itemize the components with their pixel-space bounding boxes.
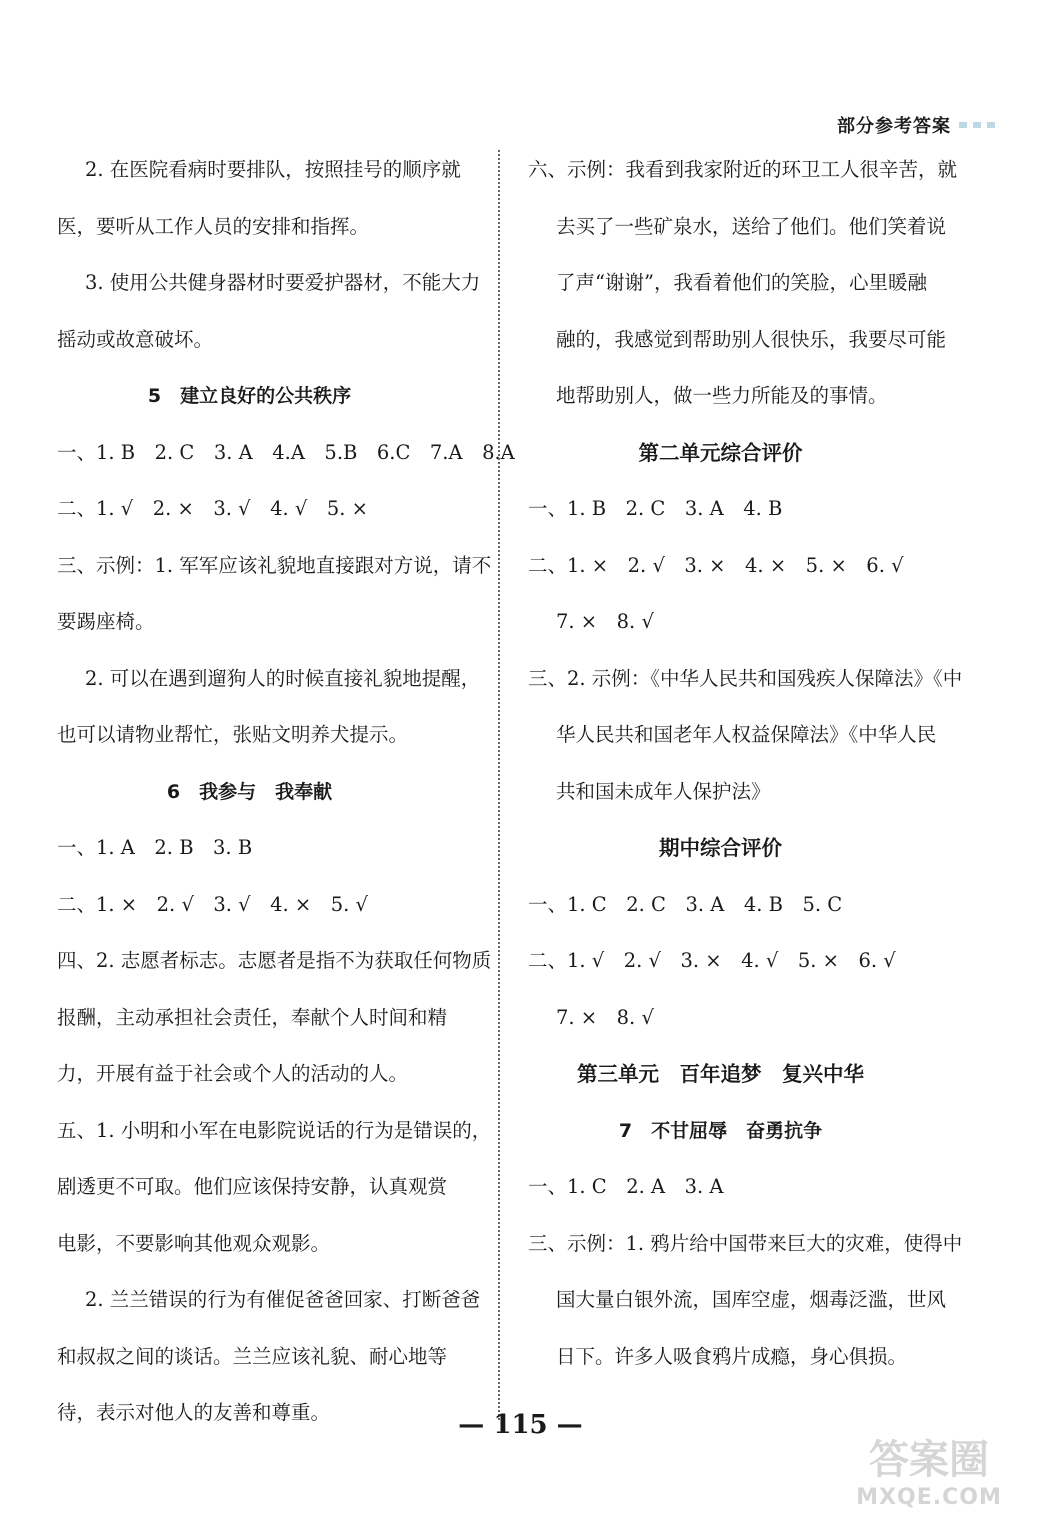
answer-line: 7. × 8. √	[556, 1005, 654, 1029]
watermark-top-text: 答案圈	[869, 1436, 989, 1483]
answer-line: 三、2. 示例：《中华人民共和国残疾人保障法》《中	[528, 666, 963, 690]
column-divider	[498, 150, 500, 1420]
answer-line: 一、1. B 2. C 3. A 4. B	[528, 497, 783, 520]
answer-line: 7. × 8. √	[556, 610, 654, 633]
answer-line: 剧透更不可取。他们应该保持安静，认真观赏	[57, 1175, 448, 1198]
answer-line: 三、示例：1. 鸦片给中国带来巨大的灾难，使得中	[528, 1231, 963, 1255]
answer-line: 一、1. B 2. C 3. A 4.A 5.B 6.C 7.A 8.A	[57, 440, 515, 464]
answer-line: 了声“谢谢”，我看着他们的笑脸，心里暖融	[556, 271, 927, 294]
answer-line: 华人民共和国老年人权益保障法》《中华人民	[556, 723, 937, 746]
answer-line: 2. 在医院看病时要排队，按照挂号的顺序就	[85, 158, 461, 181]
answer-line: 待，表示对他人的友善和尊重。	[57, 1401, 331, 1424]
section-heading: 5 建立良好的公共秩序	[147, 385, 352, 407]
answer-line: 国大量白银外流，国库空虚，烟毒泛滥，世风	[556, 1288, 947, 1311]
left-column	[57, 142, 515, 1442]
answer-line: 融的，我感觉到帮助别人很快乐，我要尽可能	[556, 327, 947, 351]
answer-line: 2. 兰兰错误的行为有催促爸爸回家、打断爸爸	[85, 1288, 481, 1311]
header-title: 部分参考答案	[837, 116, 951, 137]
answer-line: 日下。许多人吸食鸦片成瘾，身心俱损。	[556, 1344, 908, 1368]
answer-line: 要踢座椅。	[57, 610, 155, 633]
answer-line: 四、2. 志愿者标志。志愿者是指不为获取任何物质	[57, 949, 492, 972]
answer-line: 2. 可以在遇到遛狗人的时候直接礼貌地提醒，	[85, 666, 481, 690]
right-column	[528, 142, 963, 1385]
section-heading: 第三单元 百年追梦 复兴中华	[577, 1062, 864, 1086]
answer-line: 三、示例：1. 军军应该礼貌地直接跟对方说，请不	[57, 553, 492, 577]
answer-line: 医，要听从工作人员的安排和指挥。	[57, 214, 370, 238]
answer-line: 摇动或故意破坏。	[57, 327, 214, 351]
answer-line: 报酬，主动承担社会责任，奉献个人时间和精	[57, 1005, 448, 1029]
page-number: — 115 —	[458, 1410, 583, 1440]
section-heading: 7 不甘屈辱 奋勇抗争	[618, 1119, 823, 1142]
answer-line: 也可以请物业帮忙，张贴文明养犬提示。	[57, 723, 409, 746]
answer-line: 一、1. C 2. A 3. A	[528, 1175, 724, 1198]
answer-line: 二、1. √ 2. √ 3. × 4. √ 5. × 6. √	[528, 949, 896, 972]
answer-line: 和叔叔之间的谈话。兰兰应该礼貌、耐心地等	[57, 1344, 448, 1368]
answer-line: 五、1. 小明和小军在电影院说话的行为是错误的，	[57, 1118, 492, 1142]
answer-line: 3. 使用公共健身器材时要爱护器材，不能大力	[85, 271, 481, 294]
header-decoration	[959, 122, 1001, 128]
watermark-logo	[839, 1428, 1019, 1508]
answer-line: 六、示例：我看到我家附近的环卫工人很辛苦，就	[528, 158, 958, 181]
answer-line: 二、1. √ 2. × 3. √ 4. √ 5. ×	[57, 497, 368, 520]
answer-line: 去买了一些矿泉水，送给了他们。他们笑着说	[556, 214, 947, 238]
answer-line: 二、1. × 2. √ 3. × 4. × 5. × 6. √	[528, 553, 904, 577]
section-heading: 6 我参与 我奉献	[166, 780, 333, 803]
answer-line: 电影，不要影响其他观众观影。	[57, 1231, 331, 1255]
answer-line: 一、1. A 2. B 3. B	[57, 836, 253, 859]
answer-line: 一、1. C 2. C 3. A 4. B 5. C	[528, 892, 843, 916]
section-heading: 期中综合评价	[659, 836, 782, 860]
answer-line: 地帮助别人，做一些力所能及的事情。	[556, 384, 888, 407]
watermark-bottom-text: MXQE.COM	[856, 1485, 1002, 1510]
answer-line: 力，开展有益于社会或个人的活动的人。	[57, 1062, 409, 1085]
answer-line: 共和国未成年人保护法》	[556, 779, 771, 803]
section-heading: 第二单元综合评价	[638, 440, 803, 465]
answer-line: 二、1. × 2. √ 3. √ 4. × 5. √	[57, 892, 368, 916]
